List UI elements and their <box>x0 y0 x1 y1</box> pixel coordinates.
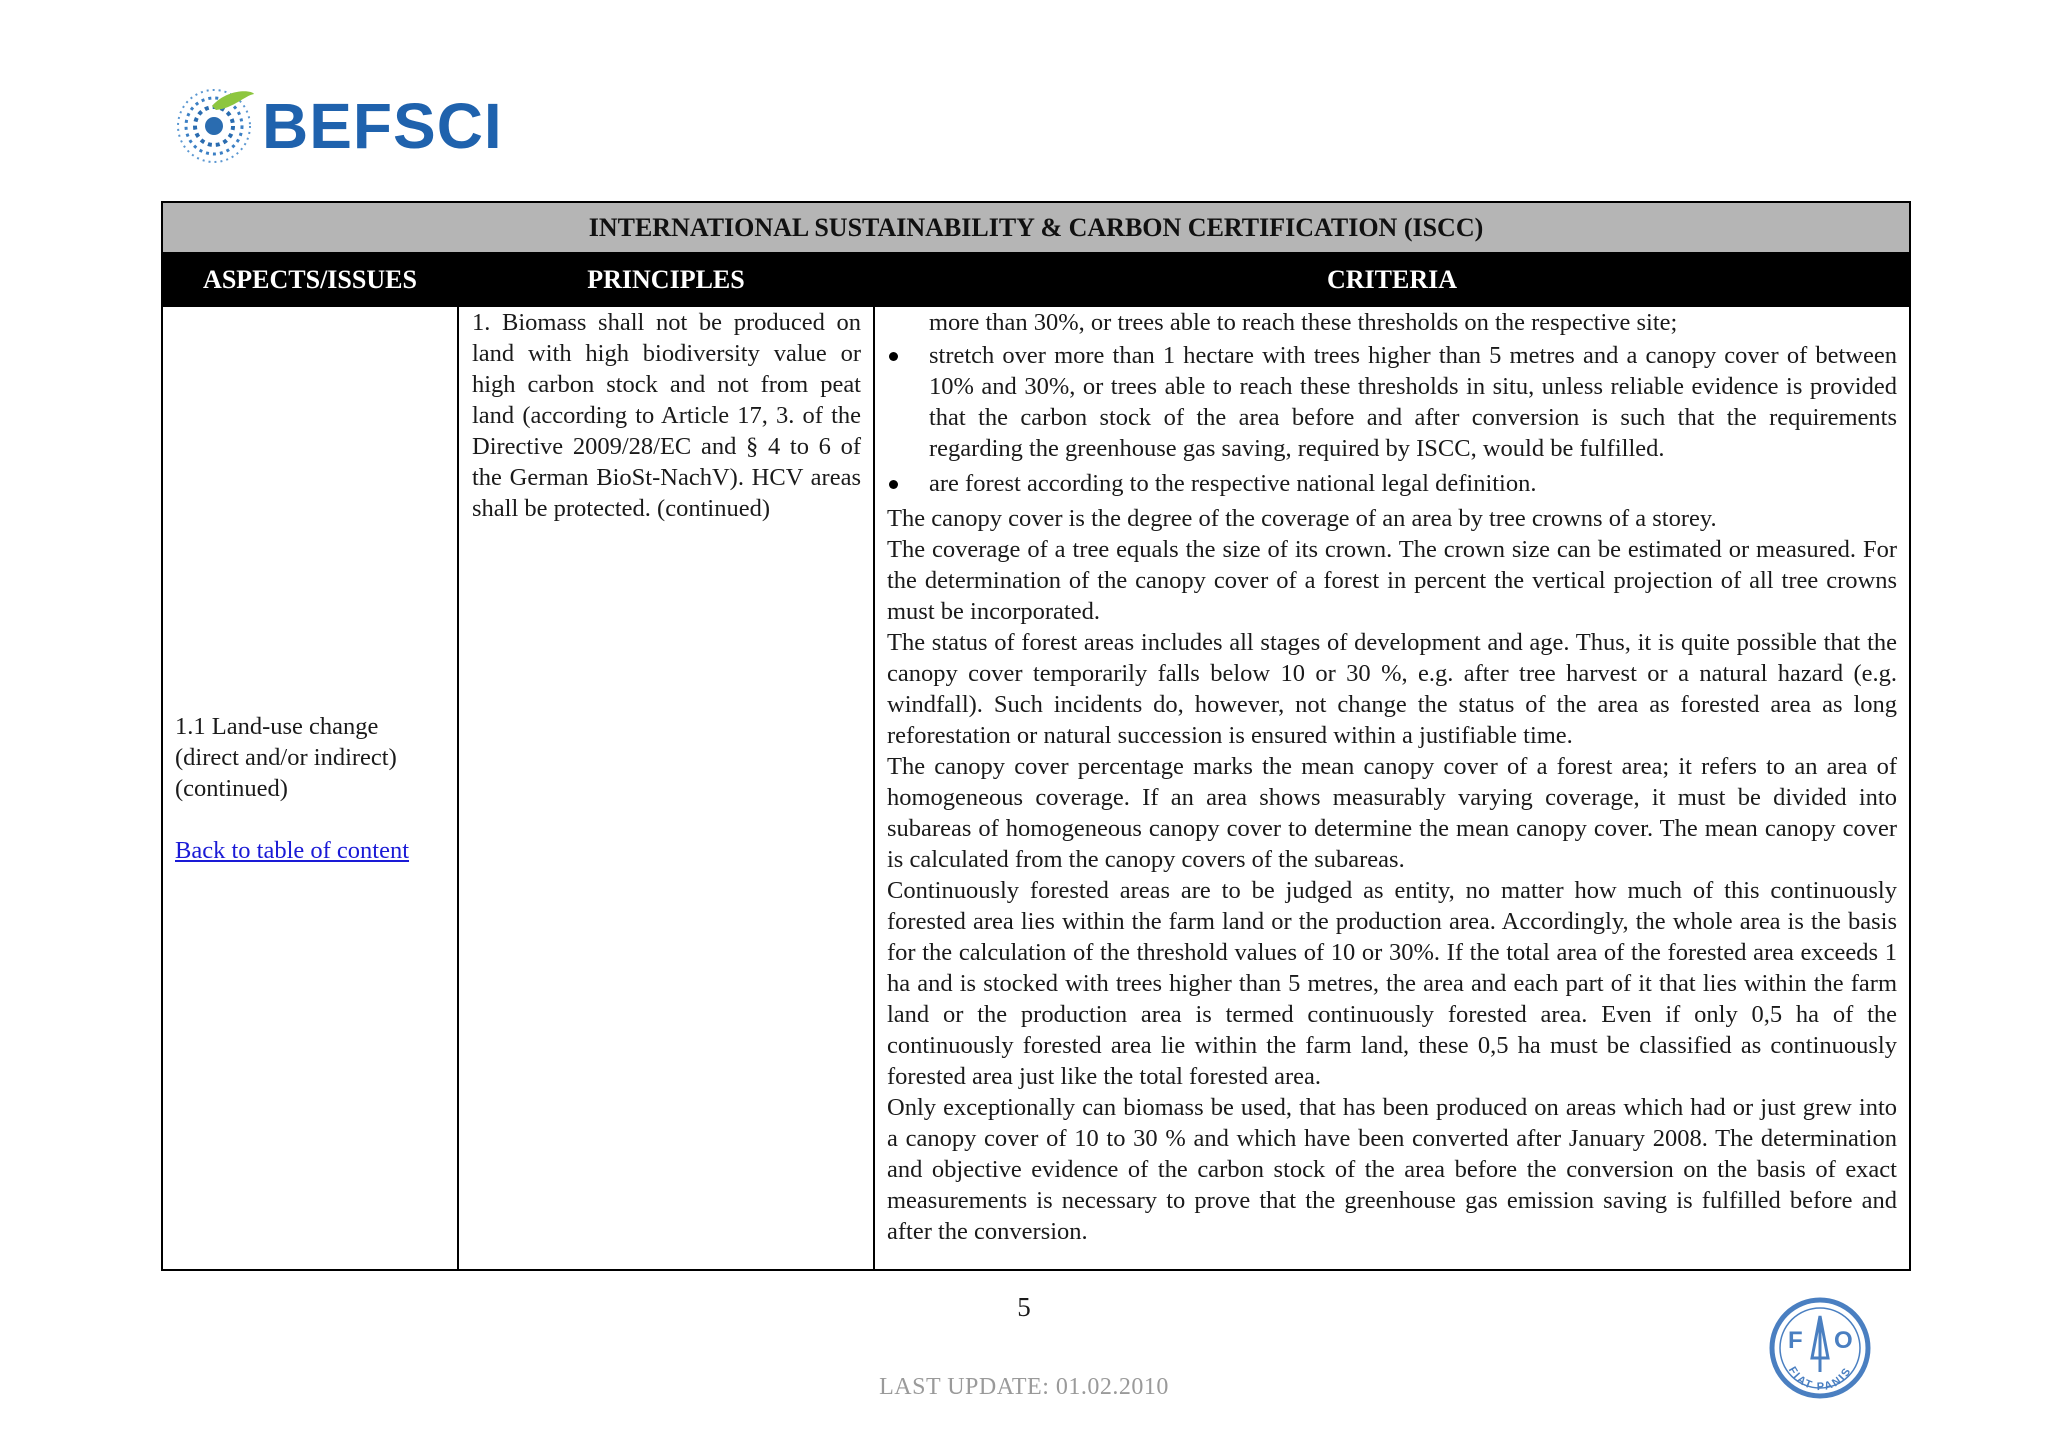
table-title: INTERNATIONAL SUSTAINABILITY & CARBON CERTIFICATION (ISCC) <box>162 202 1910 253</box>
column-header-principles: PRINCIPLES <box>458 253 874 306</box>
globe-leaf-icon <box>172 84 256 168</box>
table-title-row <box>162 202 1910 253</box>
last-update-text: LAST UPDATE: 01.02.2010 <box>879 1374 1169 1400</box>
criteria-bullet-list <box>887 340 1897 499</box>
table-row <box>162 306 1910 1270</box>
back-to-toc-link[interactable]: Back to table of content <box>175 836 410 864</box>
column-header-criteria: CRITERIA <box>874 253 1910 306</box>
aspect-text: 1.1 Land-use change (direct and/or indirect) (continued) <box>175 712 397 802</box>
page-number: 5 <box>1017 1292 1031 1322</box>
list-item <box>887 340 1897 464</box>
principle-text: 1. Biomass shall not be produced on land with high biodiversity value or high carbon stock and not from peat land (according to Article 17, 3. of the Directive 2009/28/EC and § 4 to 6 of the German BioSt-NachV). HCV areas shall be protected. (continued) <box>472 309 861 522</box>
bullet-text: are forest according to the respective national legal definition. <box>929 470 1537 497</box>
svg-text:O: O <box>1834 1327 1853 1354</box>
list-item <box>887 468 1897 499</box>
table-header-row <box>162 253 1910 306</box>
bullet-icon <box>889 480 898 489</box>
befsci-logo <box>172 86 503 166</box>
svg-text:FIAT PANIS: FIAT PANIS <box>1785 1364 1855 1394</box>
criteria-paragraph: The canopy cover is the degree of the coverage of an area by tree crowns of a storey. <box>887 505 1717 532</box>
criteria-paragraph: The status of forest areas includes all stages of development and age. Thus, it is quite possible that the canopy cover temporarily falls below 10 or 30 %, e.g. after tree harvest or a natural hazard (e.g. windfall). Such incidents do, however, not change the status of the area as forested area as long reforestation or natural succession is ensured within a justifiable time. <box>887 629 1897 749</box>
column-header-aspects: ASPECTS/ISSUES <box>162 253 458 306</box>
svg-text:F: F <box>1788 1327 1803 1354</box>
iscc-criteria-table <box>161 201 1911 1271</box>
fao-emblem-icon <box>1768 1296 1872 1400</box>
bullet-icon <box>889 352 898 361</box>
bullet-text: stretch over more than 1 hectare with trees higher than 5 metres and a canopy cover of between 10% and 30%, or trees able to reach these thresholds in situ, unless reliable evidence is provided that the carbon stock of the area before and after conversion is such that the requirements regarding the greenhouse gas saving, required by ISCC, would be fulfilled. <box>929 342 1897 462</box>
fao-logo <box>1768 1296 1872 1405</box>
criteria-paragraph: The coverage of a tree equals the size of its crown. The crown size can be estimated or measured. For the determination of the canopy cover of a forest in percent the vertical projection of all tree crowns must be incorporated. <box>887 536 1897 625</box>
logo-text: BEFSCI <box>262 90 503 162</box>
criteria-intro: more than 30%, or trees able to reach these thresholds on the respective site; <box>929 309 1678 336</box>
criteria-paragraph: Continuously forested areas are to be judged as entity, no matter how much of this continuously forested area lies within the farm land or the production area. Accordingly, the whole area is the basis for the calculation of the threshold values of 10 or 30%. If the total area of the forested area exceeds 1 ha and is stocked with trees higher than 5 metres, the area and each part of it that lies within the farm land or the production area is termed continuously forested area. Even if only 0,5 ha of the continuously forested area lie within the farm land, these 0,5 ha must be classified as continuously forested area just like the total forested area. <box>887 877 1897 1090</box>
criteria-cell <box>874 306 1910 1270</box>
aspect-cell <box>162 306 458 1270</box>
criteria-paragraph: The canopy cover percentage marks the mean canopy cover of a forest area; it refers to an area of homogeneous coverage. If an area shows measurably varying coverage, it must be divided into subareas of homogeneous canopy cover to determine the mean canopy cover. The mean canopy cover is calculated from the canopy covers of the subareas. <box>887 753 1897 873</box>
criteria-paragraph: Only exceptionally can biomass be used, that has been produced on areas which had or just grew into a canopy cover of 10 to 30 % and which have been converted after January 2008. The determination and objective evidence of the carbon stock of the area before the conversion on the basis of exact measurements is necessary to prove that the greenhouse gas emission saving is fulfilled before and after the conversion. <box>887 1094 1897 1245</box>
principle-cell <box>458 306 874 1270</box>
